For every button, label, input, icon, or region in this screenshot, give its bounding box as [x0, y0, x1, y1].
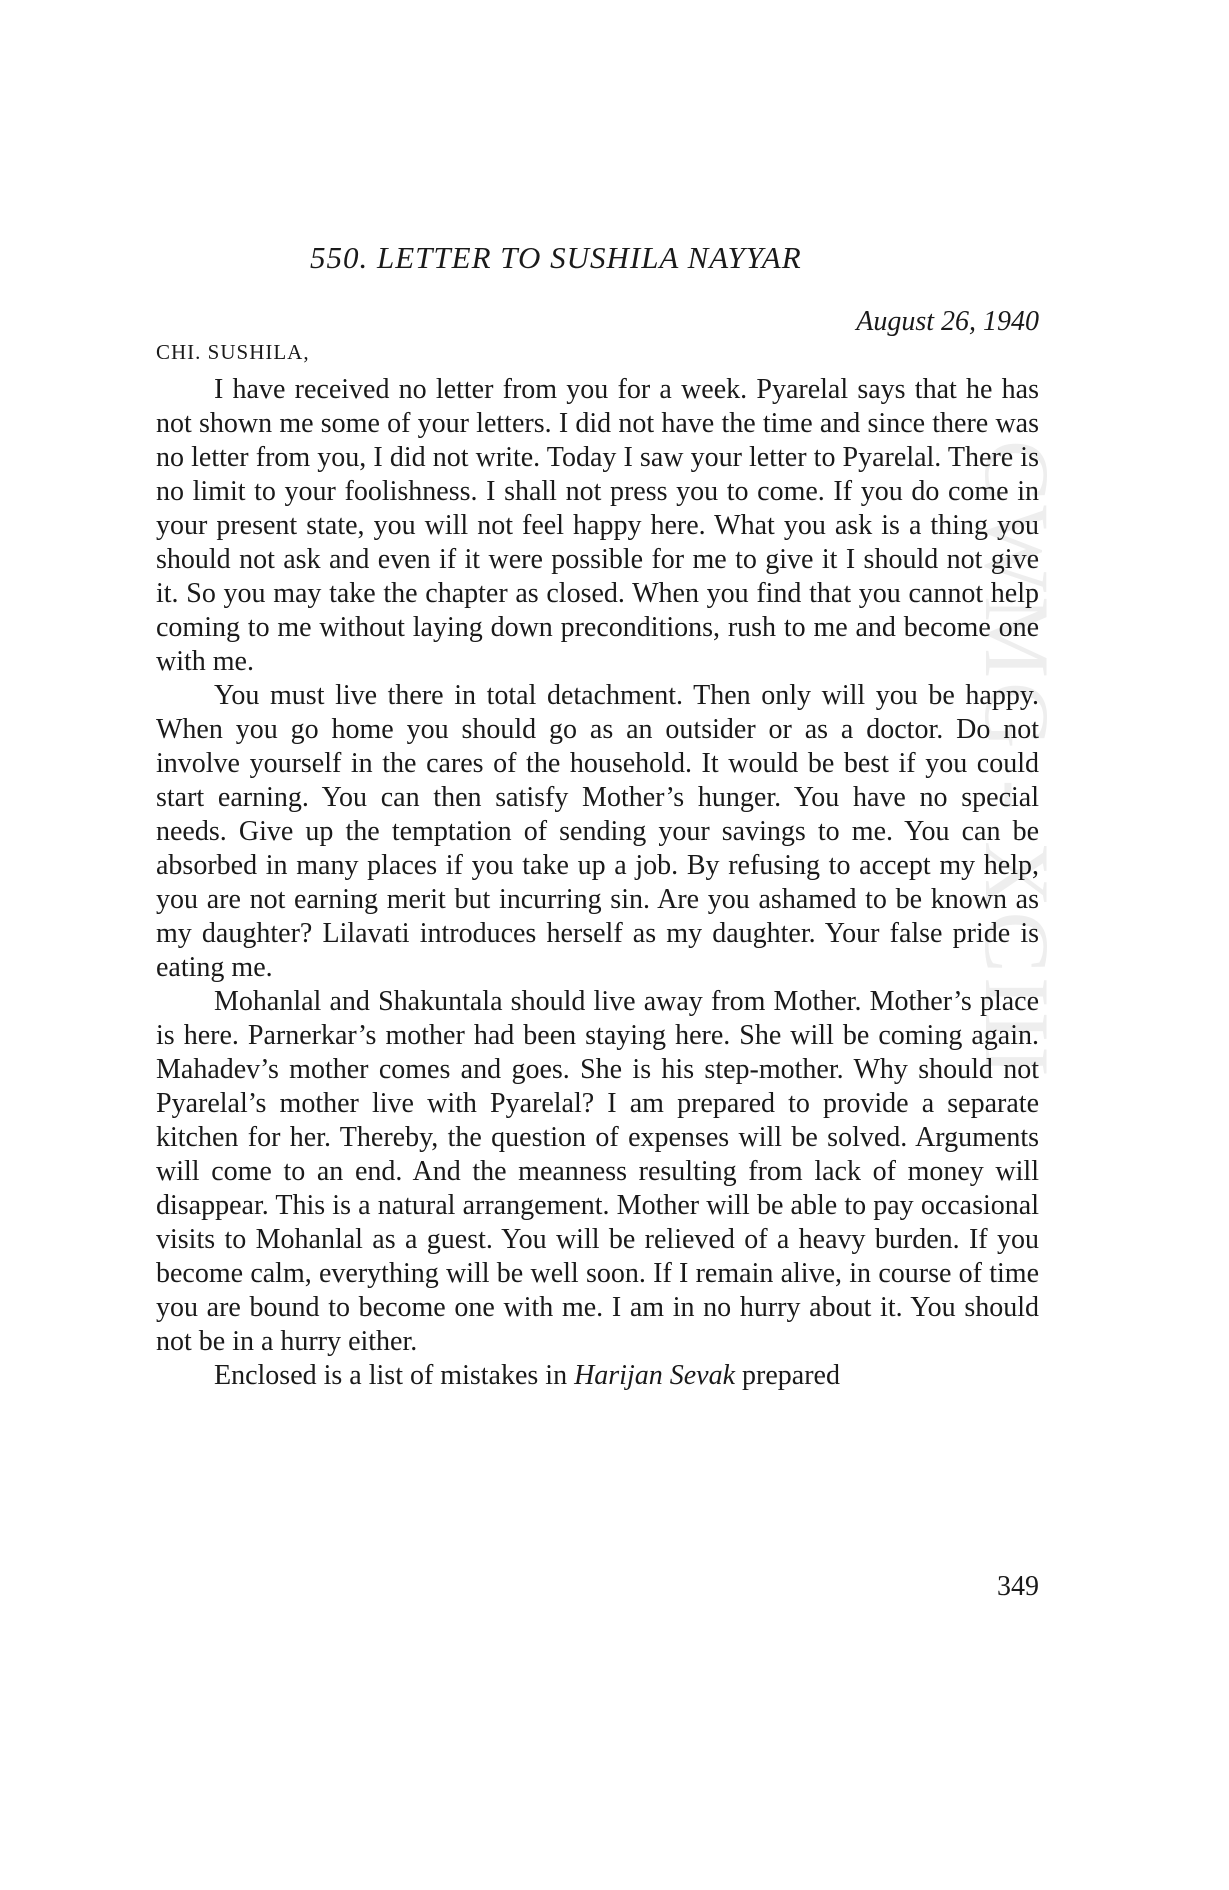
letter-title: 550. LETTER TO SUSHILA NAYYAR: [310, 240, 802, 275]
letter-body: [156, 373, 1039, 1393]
paragraph: I have received no letter from you for a week. Pyarelal says that he has not shown me some of your letters. I did not have the time and since there was no letter from you, I did not write. Today I saw your letter to Pyarelal. There is no limit to your foolishness. I shall not press you to come. If you do come in your present state, you will not feel happy here. What you ask is a thing you should not ask and even if it were possible for me to give it I should not give it. So you may take the chapter as closed. When you find that you cannot help coming to me without laying down preconditions, rush to me and become one with me.: [156, 374, 1039, 677]
letter-date: August 26, 1940: [856, 306, 1039, 337]
page-number: 349: [997, 1571, 1039, 1602]
salutation: CHI. SUSHILA,: [156, 340, 310, 364]
text-run: prepared: [735, 1360, 840, 1391]
paragraph-last: [156, 1359, 1039, 1393]
paragraph: You must live there in total detachment. Then only will you be happy. When you go home you should go as an outsider or as a doctor. Do not involve yourself in the cares of the household. It would be best if you could start earning. You can then satisfy Mother’s hunger. You have no special needs. Give up the temptation of sending your savings to me. You can be absorbed in many places if you take up a job. By refusing to accept my help, you are not earning merit but incurring sin. Are you ashamed to be known as my daughter? Lilavati introduces herself as my daughter. Your false pride is eating me.: [156, 680, 1039, 983]
italic-title: Harijan Sevak: [574, 1360, 736, 1391]
text-run: Enclosed is a list of mistakes in: [214, 1360, 575, 1391]
paragraph: Mohanlal and Shakuntala should live away from Mother. Mother’s place is here. Parnerkar’s mother had been staying here. She will be coming again. Mahadev’s mother comes and goes. She is his step-mother. Why should not Pyarelal’s mother live with Pyarelal? I am prepared to provide a separate kitchen for her. Thereby, the question of expenses will be solved. Arguments will come to an end. And the meanness resulting from lack of money will disappear. This is a natural arrangement. Mother will be able to pay occasional visits to Mohanlal as a guest. You will be relieved of a heavy burden. If you become calm, everything will be well soon. If I remain alive, in course of time you are bound to become one with me. I am in no hurry about it. You should not be in a hurry either.: [156, 986, 1039, 1357]
watermark-text: CWMG - XCIII: [966, 440, 1068, 1081]
